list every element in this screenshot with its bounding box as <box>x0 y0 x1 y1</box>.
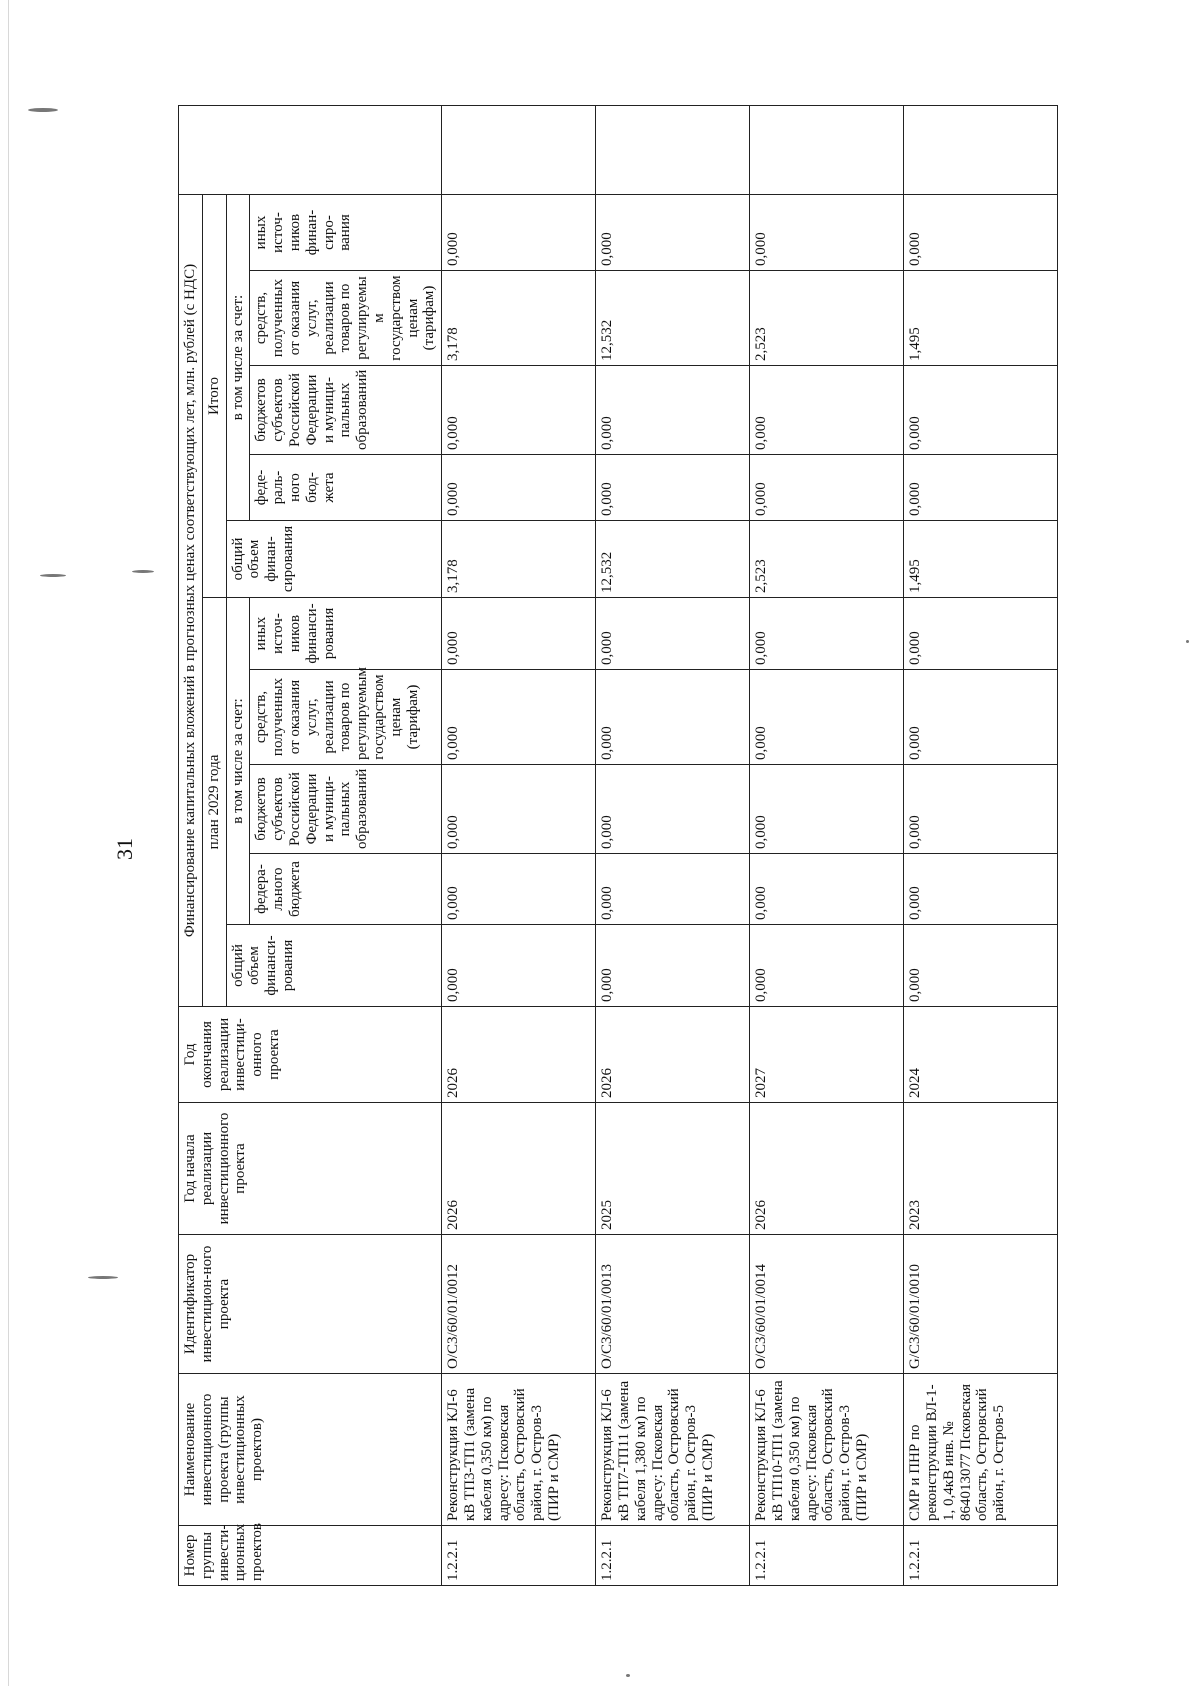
cell-end: 2026 <box>596 1007 750 1103</box>
cell-name: Реконструкция КЛ-6 кВ ТП3-ТП1 (замена кабеля 0,350 км) по адресу: Псковская область, Островский район, г. Остров-3 (ПИР и СМР) <box>442 1374 596 1526</box>
investment-table <box>178 105 1058 1586</box>
header-empty <box>179 105 442 194</box>
scan-speck <box>28 108 58 112</box>
cell-itogo-federal: 0,000 <box>750 455 904 521</box>
cell-name: СМР и ПНР по реконструкции ВЛ-1-1, 0,4кВ инв. № 864013077 Псковская область, Островский район, г. Остров-5 <box>904 1374 1058 1526</box>
cell-itogo-total: 1,495 <box>904 521 1058 598</box>
header-financing: Финансирование капитальных вложений в прогнозных ценах соответствующих лет, млн. рублей (с НДС) <box>179 194 203 1006</box>
cell-itogo-other: 0,000 <box>442 194 596 270</box>
header-identifier: Идентификатор инвестицион-ного проекта <box>179 1235 442 1374</box>
cell-plan-federal: 0,000 <box>596 854 750 925</box>
header-plan-total-volume: общий объем финанси-рования <box>226 925 442 1007</box>
header-end-year: Год окончания реализации инвестици-онного проекта <box>179 1007 442 1103</box>
header-plan-2029: план 2029 года <box>202 598 226 1007</box>
cell-plan-tariff: 0,000 <box>750 670 904 765</box>
header-itogo-federal: феде-раль-ного бюд-жета <box>250 455 442 521</box>
header-plan-federal: федера-льного бюджета <box>250 854 442 925</box>
table-row <box>904 105 1058 1585</box>
cell-empty <box>442 105 596 194</box>
cell-group: 1.2.2.1 <box>596 1526 750 1586</box>
cell-plan-other: 0,000 <box>596 598 750 670</box>
cell-id: O/C3/60/01/0013 <box>596 1235 750 1374</box>
header-plan-regional: бюджетов субъектов Российской Федерации и муници-пальных образований <box>250 765 442 854</box>
header-itogo-tariff: средств, полученных от оказания услуг, реализации товаров по регулируемы м государством ценам (тарифам) <box>250 271 442 366</box>
cell-start: 2025 <box>596 1103 750 1235</box>
cell-empty <box>596 105 750 194</box>
header-group-number: Номер группы инвести-ционных проектов <box>179 1526 442 1586</box>
cell-itogo-federal: 0,000 <box>904 455 1058 521</box>
cell-itogo-total: 3,178 <box>442 521 596 598</box>
page-number: 31 <box>112 838 137 860</box>
cell-id: G/C3/60/01/0010 <box>904 1235 1058 1374</box>
cell-name: Реконструкция КЛ-6 кВ ТП7-ТП11 (замена кабеля 1,380 км) по адресу: Псковская область, Островский район, г. Остров-3 (ПИР и СМР) <box>596 1374 750 1526</box>
cell-itogo-regional: 0,000 <box>904 366 1058 455</box>
header-plan-tariff: средств, полученных от оказания услуг, реализации товаров по регулируемым государством ценам (тарифам) <box>250 670 442 765</box>
cell-name: Реконструкция КЛ-6 кВ ТП10-ТП1 (замена кабеля 0,350 км) по адресу: Псковская область, Островский район, г. Остров-3 (ПИР и СМР) <box>750 1374 904 1526</box>
header-plan-including: в том числе за счет: <box>226 598 250 925</box>
header-itogo-total-volume: общий объем финан-сирования <box>226 521 442 598</box>
table-row <box>750 105 904 1585</box>
cell-itogo-tariff: 1,495 <box>904 271 1058 366</box>
cell-end: 2026 <box>442 1007 596 1103</box>
cell-itogo-federal: 0,000 <box>596 455 750 521</box>
cell-start: 2023 <box>904 1103 1058 1235</box>
cell-itogo-regional: 0,000 <box>596 366 750 455</box>
cell-plan-tariff: 0,000 <box>442 670 596 765</box>
cell-group: 1.2.2.1 <box>750 1526 904 1586</box>
cell-itogo-tariff: 3,178 <box>442 271 596 366</box>
cell-plan-federal: 0,000 <box>750 854 904 925</box>
scan-speck <box>88 1276 118 1279</box>
header-start-year: Год начала реализации инвестиционного проекта <box>179 1103 442 1235</box>
cell-itogo-other: 0,000 <box>750 194 904 270</box>
header-itogo-other: иных источ-ников финан-сиро-вания <box>250 194 442 270</box>
cell-itogo-tariff: 2,523 <box>750 271 904 366</box>
cell-id: O/C3/60/01/0012 <box>442 1235 596 1374</box>
cell-plan-total: 0,000 <box>904 925 1058 1007</box>
cell-itogo-total: 2,523 <box>750 521 904 598</box>
cell-plan-tariff: 0,000 <box>904 670 1058 765</box>
cell-end: 2024 <box>904 1007 1058 1103</box>
cell-plan-other: 0,000 <box>904 598 1058 670</box>
cell-empty <box>904 105 1058 194</box>
cell-plan-regional: 0,000 <box>904 765 1058 854</box>
cell-itogo-regional: 0,000 <box>750 366 904 455</box>
header-itogo-regional: бюджетов субъектов Российской Федерации и муници-пальных образований <box>250 366 442 455</box>
cell-plan-other: 0,000 <box>750 598 904 670</box>
table-row <box>596 105 750 1585</box>
rotated-table-wrapper <box>178 106 1198 1586</box>
cell-plan-total: 0,000 <box>596 925 750 1007</box>
cell-group: 1.2.2.1 <box>904 1526 1058 1586</box>
cell-itogo-other: 0,000 <box>596 194 750 270</box>
cell-itogo-total: 12,532 <box>596 521 750 598</box>
cell-itogo-regional: 0,000 <box>442 366 596 455</box>
table-row <box>442 105 596 1585</box>
header-itogo: Итого <box>202 194 226 597</box>
header-project-name: Наименование инвестиционного проекта (группы инвестиционных проектов) <box>179 1374 442 1526</box>
cell-id: O/C3/60/01/0014 <box>750 1235 904 1374</box>
cell-plan-other: 0,000 <box>442 598 596 670</box>
scan-speck <box>40 574 66 577</box>
cell-plan-regional: 0,000 <box>750 765 904 854</box>
cell-start: 2026 <box>442 1103 596 1235</box>
cell-itogo-tariff: 12,532 <box>596 271 750 366</box>
scan-speck <box>626 1674 630 1677</box>
cell-group: 1.2.2.1 <box>442 1526 596 1586</box>
cell-end: 2027 <box>750 1007 904 1103</box>
scan-speck <box>132 570 154 573</box>
cell-plan-total: 0,000 <box>442 925 596 1007</box>
cell-itogo-other: 0,000 <box>904 194 1058 270</box>
header-itogo-including: в том числе за счет: <box>226 194 250 520</box>
cell-plan-federal: 0,000 <box>442 854 596 925</box>
scan-edge-line <box>8 0 9 1686</box>
cell-plan-total: 0,000 <box>750 925 904 1007</box>
cell-start: 2026 <box>750 1103 904 1235</box>
cell-plan-tariff: 0,000 <box>596 670 750 765</box>
cell-itogo-federal: 0,000 <box>442 455 596 521</box>
cell-plan-regional: 0,000 <box>442 765 596 854</box>
cell-empty <box>750 105 904 194</box>
cell-plan-regional: 0,000 <box>596 765 750 854</box>
cell-plan-federal: 0,000 <box>904 854 1058 925</box>
header-plan-other: иных источ-ников финанси-рования <box>250 598 442 670</box>
